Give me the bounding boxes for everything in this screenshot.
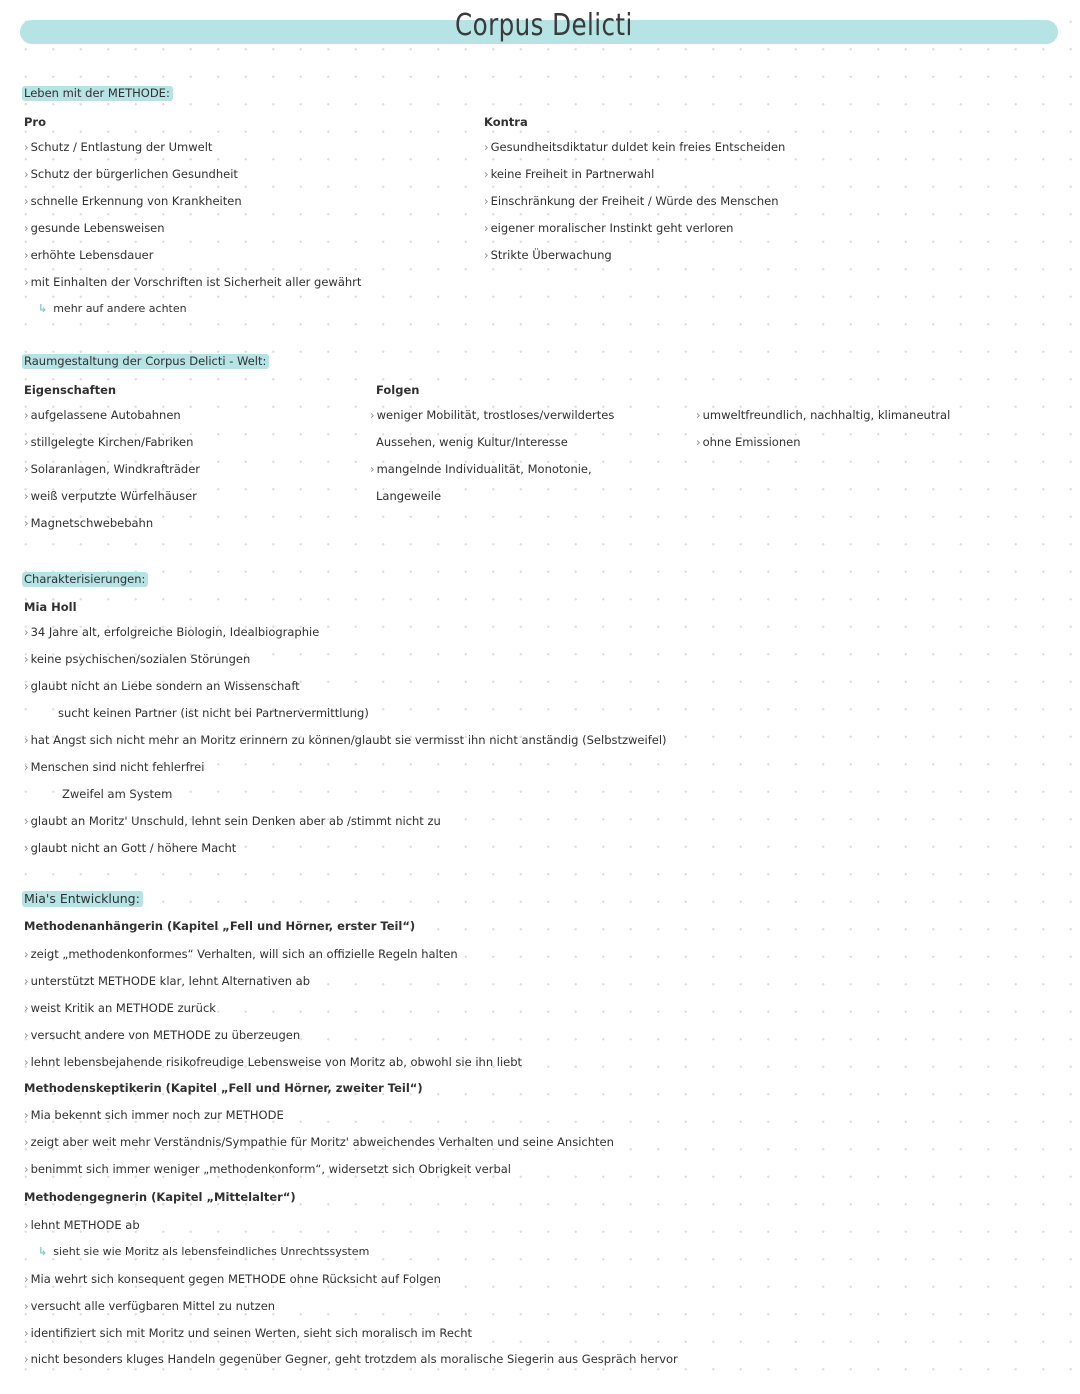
page-title: Corpus Delicti <box>455 8 633 43</box>
section-heading-raum: Raumgestaltung der Corpus Delicti - Welt: <box>22 354 269 368</box>
pro-item: › gesunde Lebensweisen <box>24 221 165 235</box>
folgen-item: › mangelnde Individualität, Monotonie, <box>370 462 592 476</box>
character-line: › glaubt nicht an Liebe sondern an Wissenschaft <box>24 679 300 693</box>
pro-item: › mit Einhalten der Vorschriften ist Sicherheit aller gewährt <box>24 275 362 289</box>
section-heading-leben: Leben mit der METHODE: <box>22 86 173 100</box>
phase-line: › identifiziert sich mit Moritz und seinen Werten, sieht sich moralisch im Recht <box>24 1326 473 1340</box>
character-line: › glaubt an Moritz' Unschuld, lehnt sein Denken aber ab /stimmt nicht zu <box>24 814 441 828</box>
umwelt-item: › ohne Emissionen <box>696 435 801 449</box>
phase-line: › versucht alle verfügbaren Mittel zu nutzen <box>24 1299 276 1313</box>
phase-line: › Mia bekennt sich immer noch zur METHODE <box>24 1108 284 1122</box>
phase-line: › zeigt aber weit mehr Verständnis/Sympathie für Moritz' abweichendes Verhalten und seine Ansichten <box>24 1135 614 1149</box>
folgen-label: Folgen <box>376 383 420 397</box>
character-subline: sucht keinen Partner (ist nicht bei Partnervermittlung) <box>58 706 369 720</box>
phase-subline: ↳ sieht sie wie Moritz als lebensfeindliches Unrechtssystem <box>38 1245 370 1258</box>
contra-item: › Einschränkung der Freiheit / Würde des Menschen <box>484 194 779 208</box>
character-name: Mia Holl <box>24 600 77 614</box>
eigenschaft-item: › Solaranlagen, Windkrafträder <box>24 462 201 476</box>
phase-line: › versucht andere von METHODE zu überzeugen <box>24 1028 301 1042</box>
pro-subitem: ↳ mehr auf andere achten <box>38 302 187 315</box>
eigenschaft-item: › weiß verputzte Würfelhäuser <box>24 489 197 503</box>
eigenschaft-item: › aufgelassene Autobahnen <box>24 408 181 422</box>
turn-arrow-icon: ↳ <box>38 1245 48 1258</box>
phase-line: › zeigt „methodenkonformes“ Verhalten, will sich an offizielle Regeln halten <box>24 947 458 961</box>
umwelt-item: › umweltfreundlich, nachhaltig, klimaneutral <box>696 408 951 422</box>
pro-item: › erhöhte Lebensdauer <box>24 248 154 262</box>
character-line: › hat Angst sich nicht mehr an Moritz erinnern zu können/glaubt sie vermisst ihn nicht anständig (Selbstzweifel) <box>24 733 667 747</box>
folgen-item: Langeweile <box>376 489 442 503</box>
phase-heading: Methodenanhängerin (Kapitel „Fell und Hörner, erster Teil“) <box>24 919 416 933</box>
section-heading-entwicklung: Mia's Entwicklung: <box>22 892 143 906</box>
folgen-item: Aussehen, wenig Kultur/Interesse <box>376 435 568 449</box>
character-line: › Menschen sind nicht fehlerfrei <box>24 760 205 774</box>
contra-item: › Strikte Überwachung <box>484 248 612 262</box>
contra-item: › Gesundheitsdiktatur duldet kein freies Entscheiden <box>484 140 786 154</box>
phase-line: › nicht besonders kluges Handeln gegenüber Gegner, geht trotzdem als moralische Siegerin aus Gespräch hervor <box>24 1352 678 1366</box>
character-line: › 34 Jahre alt, erfolgreiche Biologin, Idealbiographie <box>24 625 320 639</box>
folgen-item: › weniger Mobilität, trostloses/verwildertes <box>370 408 615 422</box>
character-line: › keine psychischen/sozialen Störungen <box>24 652 251 666</box>
phase-line: › weist Kritik an METHODE zurück <box>24 1001 216 1015</box>
character-subline: Zweifel am System <box>62 787 173 801</box>
eigenschaft-item: › Magnetschwebebahn <box>24 516 154 530</box>
eigenschaft-item: › stillgelegte Kirchen/Fabriken <box>24 435 194 449</box>
phase-heading: Methodenskeptikerin (Kapitel „Fell und Hörner, zweiter Teil“) <box>24 1081 423 1095</box>
phase-line: › lehnt METHODE ab <box>24 1218 140 1232</box>
pro-item: › schnelle Erkennung von Krankheiten <box>24 194 242 208</box>
turn-arrow-icon: ↳ <box>38 302 48 315</box>
phase-heading: Methodengegnerin (Kapitel „Mittelalter“) <box>24 1190 296 1204</box>
character-line: › glaubt nicht an Gott / höhere Macht <box>24 841 237 855</box>
contra-item: › eigener moralischer Instinkt geht verloren <box>484 221 734 235</box>
pro-item: › Schutz / Entlastung der Umwelt <box>24 140 213 154</box>
section-heading-charakter: Charakterisierungen: <box>22 572 148 586</box>
eigenschaften-label: Eigenschaften <box>24 383 117 397</box>
phase-line: › lehnt lebensbejahende risikofreudige Lebensweise von Moritz ab, obwohl sie ihn liebt <box>24 1055 523 1069</box>
phase-line: › unterstützt METHODE klar, lehnt Alternativen ab <box>24 974 311 988</box>
phase-line: › Mia wehrt sich konsequent gegen METHODE ohne Rücksicht auf Folgen <box>24 1272 441 1286</box>
contra-label: Kontra <box>484 115 528 129</box>
pro-item: › Schutz der bürgerlichen Gesundheit <box>24 167 238 181</box>
phase-line: › benimmt sich immer weniger „methodenkonform“, widersetzt sich Obrigkeit verbal <box>24 1162 512 1176</box>
contra-item: › keine Freiheit in Partnerwahl <box>484 167 655 181</box>
pro-label: Pro <box>24 115 47 129</box>
